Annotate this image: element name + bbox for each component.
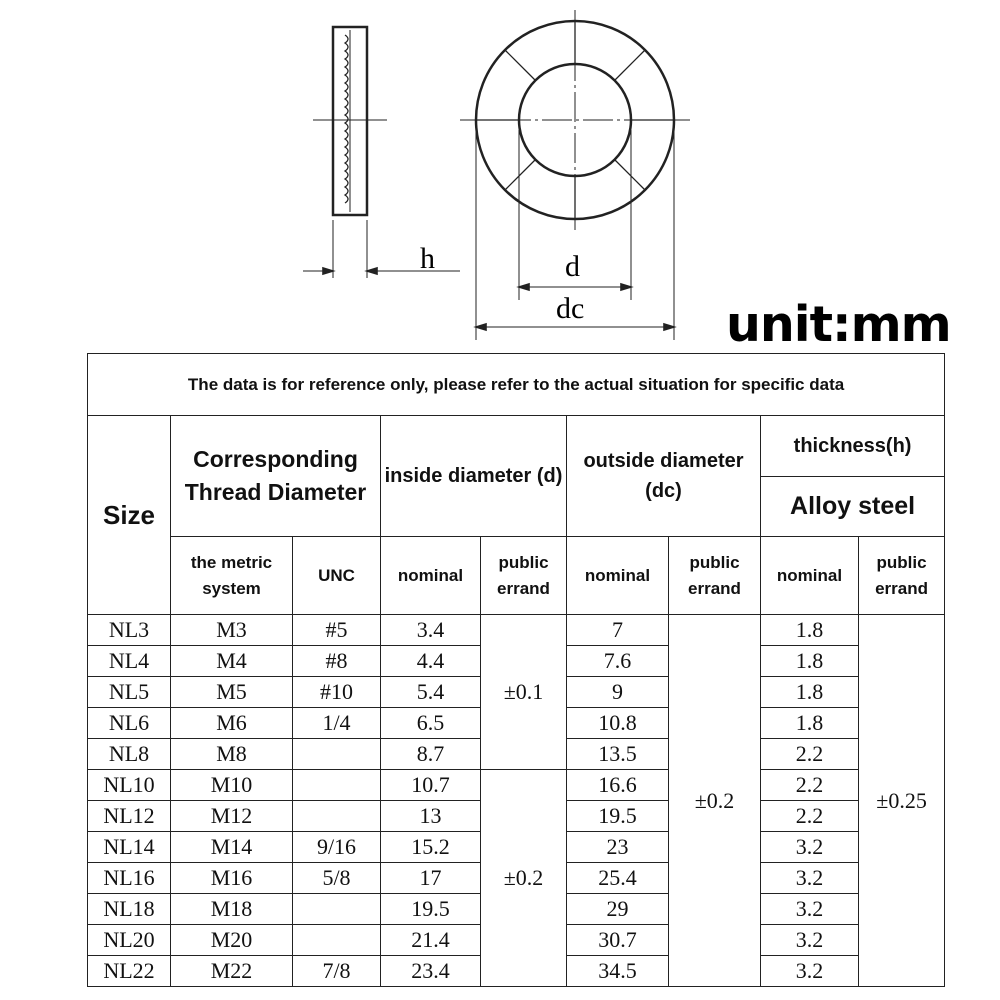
cell-d-nominal: 4.4 [381,646,481,677]
cell-metric: M14 [171,832,293,863]
cell-unc [293,739,381,770]
cell-dc-nominal: 29 [567,894,669,925]
cell-unc [293,925,381,956]
cell-dc-nominal: 19.5 [567,801,669,832]
cell-size: NL5 [88,677,171,708]
cell-d-nominal: 8.7 [381,739,481,770]
cell-metric: M20 [171,925,293,956]
cell-unc [293,770,381,801]
cell-h-nominal: 1.8 [761,708,859,739]
cell-unc: 7/8 [293,956,381,987]
cell-unc: #10 [293,677,381,708]
cell-h-nominal: 1.8 [761,677,859,708]
cell-metric: M3 [171,615,293,646]
header-thickness: thickness(h) [761,416,945,477]
cell-h-nominal: 3.2 [761,956,859,987]
cell-metric: M16 [171,863,293,894]
cell-d-nominal: 23.4 [381,956,481,987]
cell-size: NL4 [88,646,171,677]
unit-label: unit:mm [726,296,951,353]
cell-h-nominal: 3.2 [761,925,859,956]
cell-size: NL22 [88,956,171,987]
cell-size: NL18 [88,894,171,925]
cell-size: NL8 [88,739,171,770]
header-inside: inside diameter (d) [381,416,567,537]
cell-h-tolerance: ±0.25 [859,615,945,987]
cell-size: NL6 [88,708,171,739]
cell-h-nominal: 2.2 [761,801,859,832]
cell-d-nominal: 3.4 [381,615,481,646]
cell-unc: #8 [293,646,381,677]
front-view [460,10,690,340]
header-material: Alloy steel [761,477,945,537]
cell-dc-nominal: 23 [567,832,669,863]
cell-d-nominal: 15.2 [381,832,481,863]
table-row [88,770,945,801]
header-h-nominal: nominal [761,537,859,615]
header-d-nominal: nominal [381,537,481,615]
cell-size: NL3 [88,615,171,646]
header-metric: the metric system [171,537,293,615]
header-unc: UNC [293,537,381,615]
notice-text: The data is for reference only, please refer to the actual situation for specific data [88,354,945,416]
cell-dc-nominal: 13.5 [567,739,669,770]
cell-h-nominal: 2.2 [761,770,859,801]
cell-dc-nominal: 16.6 [567,770,669,801]
header-h-errand: public errand [859,537,945,615]
cell-dc-nominal: 7.6 [567,646,669,677]
cell-unc [293,801,381,832]
label-d: d [565,250,580,283]
cell-d-nominal: 5.4 [381,677,481,708]
cell-dc-tolerance: ±0.2 [669,615,761,987]
cell-size: NL20 [88,925,171,956]
cell-metric: M5 [171,677,293,708]
spec-table [87,353,945,987]
header-dc-errand: public errand [669,537,761,615]
header-size: Size [88,416,171,615]
cell-metric: M10 [171,770,293,801]
cell-d-nominal: 10.7 [381,770,481,801]
cell-d-tolerance: ±0.1 [481,615,567,770]
cell-h-nominal: 2.2 [761,739,859,770]
header-dc-nominal: nominal [567,537,669,615]
cell-metric: M18 [171,894,293,925]
cell-d-tolerance: ±0.2 [481,770,567,987]
cell-h-nominal: 3.2 [761,832,859,863]
cell-metric: M22 [171,956,293,987]
cell-unc [293,894,381,925]
cell-size: NL12 [88,801,171,832]
header-outside: outside diameter (dc) [567,416,761,537]
cell-unc: 9/16 [293,832,381,863]
cell-metric: M4 [171,646,293,677]
table-body [88,615,945,987]
cell-d-nominal: 19.5 [381,894,481,925]
cell-d-nominal: 6.5 [381,708,481,739]
cell-metric: M6 [171,708,293,739]
cell-d-nominal: 13 [381,801,481,832]
side-view [303,27,460,278]
cell-unc: 5/8 [293,863,381,894]
cell-size: NL16 [88,863,171,894]
cell-unc: 1/4 [293,708,381,739]
cell-h-nominal: 3.2 [761,863,859,894]
cell-dc-nominal: 10.8 [567,708,669,739]
cell-metric: M12 [171,801,293,832]
cell-dc-nominal: 9 [567,677,669,708]
cell-dc-nominal: 25.4 [567,863,669,894]
table-row [88,615,945,646]
cell-metric: M8 [171,739,293,770]
cell-size: NL14 [88,832,171,863]
cell-dc-nominal: 7 [567,615,669,646]
cell-h-nominal: 1.8 [761,646,859,677]
cell-dc-nominal: 34.5 [567,956,669,987]
header-thread: Corresponding Thread Diameter [171,416,381,537]
header-d-errand: public errand [481,537,567,615]
cell-d-nominal: 17 [381,863,481,894]
cell-size: NL10 [88,770,171,801]
label-h: h [420,242,435,275]
cell-dc-nominal: 30.7 [567,925,669,956]
cell-h-nominal: 1.8 [761,615,859,646]
cell-d-nominal: 21.4 [381,925,481,956]
cell-h-nominal: 3.2 [761,894,859,925]
cell-unc: #5 [293,615,381,646]
label-dc: dc [556,292,585,325]
